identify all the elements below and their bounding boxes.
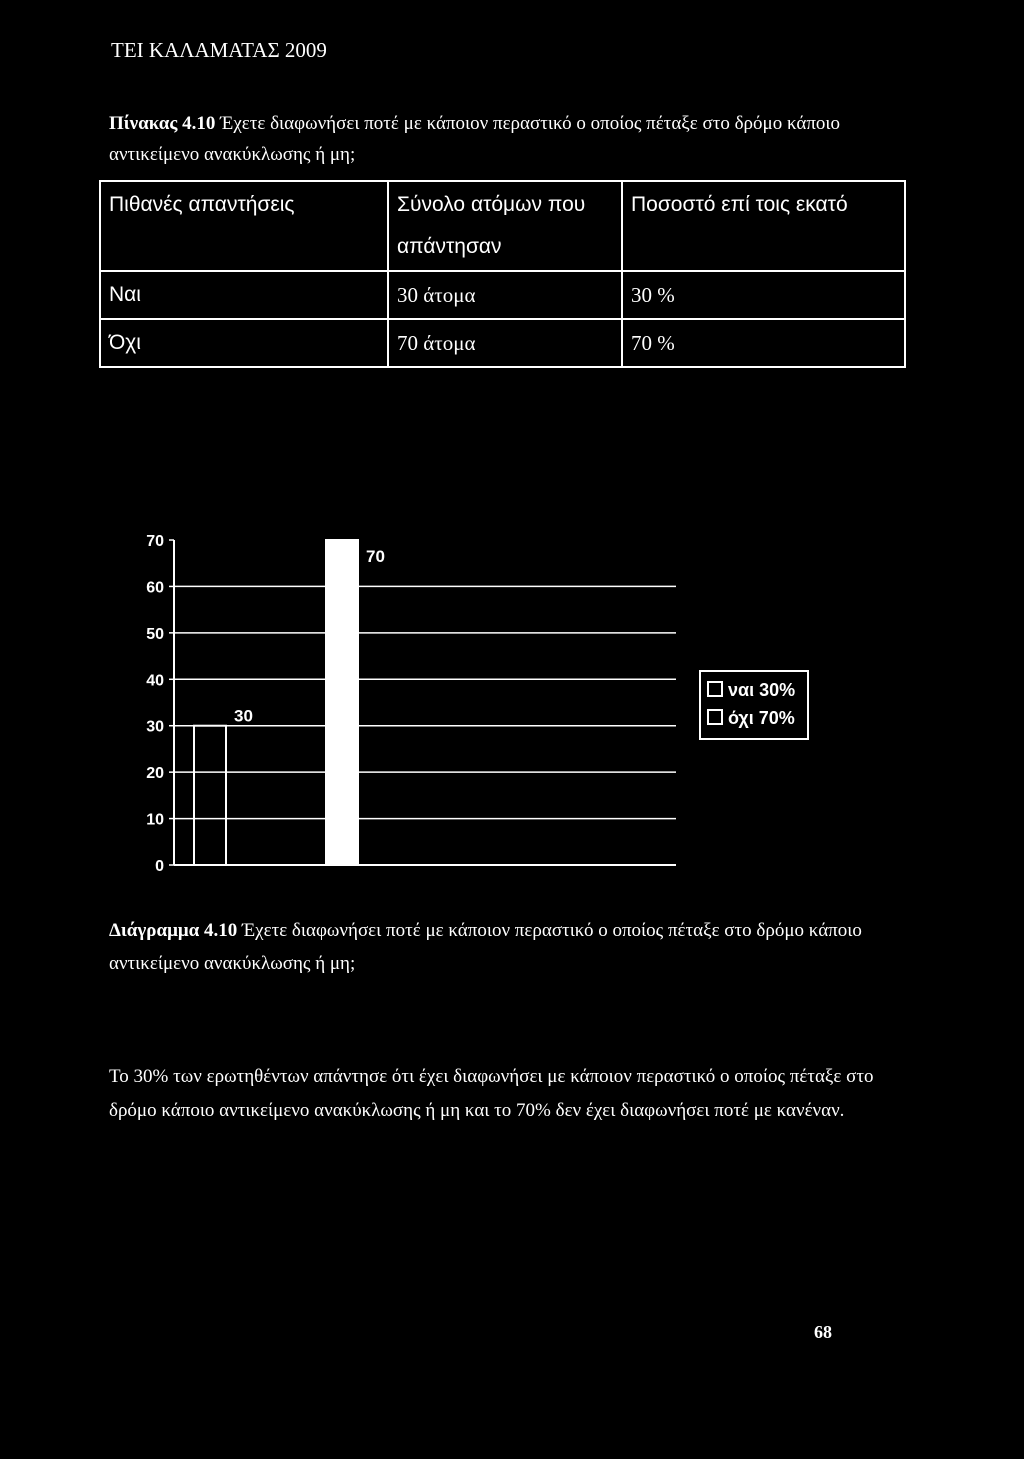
table-cell: Ναι bbox=[100, 271, 388, 319]
bar bbox=[326, 540, 358, 865]
responses-table bbox=[99, 180, 906, 368]
chart-caption-text: Έχετε διαφωνήσει ποτέ με κάποιον περαστικό ο οποίος πέταξε στο δρόμο κάποιο αντικείμενο ανακύκλωσης ή μη; bbox=[109, 920, 862, 974]
page-number: 68 bbox=[814, 1322, 832, 1342]
y-tick-label: 0 bbox=[155, 858, 164, 875]
table-cell: 30 άτομα bbox=[388, 271, 622, 319]
bar-chart bbox=[120, 520, 700, 880]
table-header-cell: Ποσοστό επί τοις εκατό bbox=[622, 181, 905, 271]
y-tick-label: 70 bbox=[146, 533, 164, 550]
table-caption-label: Πίνακας 4.10 bbox=[109, 113, 216, 134]
legend-item bbox=[707, 708, 795, 729]
chart-caption-label: Διάγραμμα 4.10 bbox=[109, 920, 238, 941]
legend-label: όχι 70% bbox=[728, 708, 795, 728]
table-header-row bbox=[100, 181, 905, 271]
table-header-cell: Σύνολο ατόμων που απάντησαν bbox=[388, 181, 622, 271]
y-tick-label: 20 bbox=[146, 765, 164, 783]
bar bbox=[194, 726, 226, 865]
y-tick-label: 10 bbox=[146, 811, 164, 829]
table-row bbox=[100, 319, 905, 367]
chart-caption bbox=[109, 914, 899, 980]
bar-data-label: 70 bbox=[366, 547, 385, 566]
legend-swatch bbox=[707, 709, 723, 725]
y-tick-label: 30 bbox=[146, 718, 164, 736]
table-cell: Όχι bbox=[100, 319, 388, 367]
page-header: ΤΕΙ ΚΑΛΑΜΑΤΑΣ 2009 bbox=[111, 38, 327, 62]
chart-legend bbox=[699, 670, 809, 740]
table-caption-text: Έχετε διαφωνήσει ποτέ με κάποιον περαστικό ο οποίος πέταξε στο δρόμο κάποιο αντικείμενο ανακύκλωσης ή μη; bbox=[109, 113, 841, 165]
summary-paragraph: Το 30% των ερωτηθέντων απάντησε ότι έχει διαφωνήσει με κάποιον περαστικό ο οποίος πέταξε στο δρόμο κάποιο αντικείμενο ανακύκλωσης ή μη και το 70% δεν έχει διαφωνήσει ποτέ με κανέναν. bbox=[109, 1066, 874, 1121]
legend-label: ναι 30% bbox=[728, 680, 796, 700]
table-caption bbox=[109, 108, 899, 170]
y-tick-label: 40 bbox=[146, 672, 164, 690]
table-cell: 30 % bbox=[622, 271, 905, 319]
legend-item bbox=[707, 680, 795, 701]
table-cell: 70 άτομα bbox=[388, 319, 622, 367]
table-header-cell: Πιθανές απαντήσεις bbox=[100, 181, 388, 271]
y-tick-label: 60 bbox=[146, 579, 164, 597]
y-tick-label: 50 bbox=[146, 625, 164, 643]
table-cell: 70 % bbox=[622, 319, 905, 367]
legend-swatch bbox=[707, 681, 723, 697]
table-row bbox=[100, 271, 905, 319]
bar-data-label: 30 bbox=[234, 706, 253, 726]
